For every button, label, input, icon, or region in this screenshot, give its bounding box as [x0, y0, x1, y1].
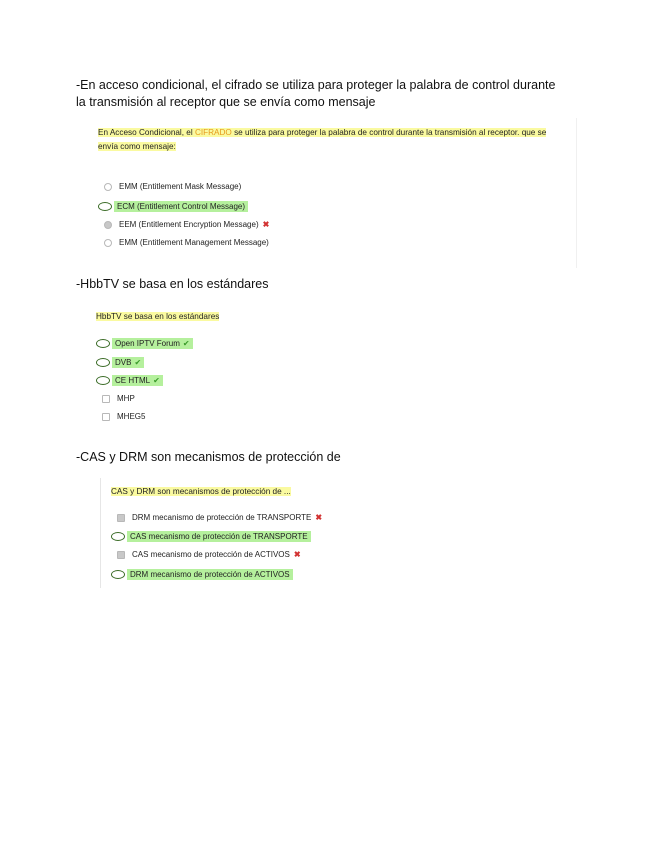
question-2-text — [96, 310, 219, 324]
option-label: EMM (Entitlement Management Message) — [119, 238, 269, 247]
question-1-keyword: CIFRADO — [194, 128, 232, 137]
option-label: EMM (Entitlement Mask Message) — [119, 182, 242, 191]
hand-drawn-circle-icon — [98, 202, 112, 211]
question-1-text — [98, 126, 568, 154]
hand-drawn-circle-icon — [111, 532, 125, 541]
heading-question-2: -HbbTV se basa en los estándares — [76, 277, 269, 291]
option-label: DRM mecanismo de protección de TRANSPORTE — [132, 513, 312, 522]
option-label: MHEG5 — [117, 412, 146, 421]
heading-question-3: -CAS y DRM son mecanismos de protección de — [76, 450, 341, 464]
option-label — [112, 338, 193, 349]
question-3-option-3[interactable] — [117, 550, 301, 559]
heading-question-1: -En acceso condicional, el cifrado se utiliza para proteger la palabra de control durante la transmisión al receptor que se envía como mensaje — [76, 78, 556, 109]
radio-button-icon[interactable] — [104, 183, 112, 191]
cross-icon: ✖ — [293, 550, 301, 559]
cross-icon: ✖ — [262, 220, 270, 229]
question-2-text-highlight: HbbTV se basa en los estándares — [96, 312, 220, 321]
cross-icon: ✖ — [315, 513, 323, 522]
option-label: DRM mecanismo de protección de ACTIVOS — [127, 569, 293, 580]
radio-button-icon[interactable] — [104, 239, 112, 247]
hand-drawn-circle-icon — [111, 570, 125, 579]
hand-drawn-circle-icon — [96, 358, 110, 367]
question-1-text-start: En Acceso Condicional, el — [98, 128, 195, 137]
hand-drawn-circle-icon — [96, 376, 110, 385]
screenshot-question-1 — [90, 118, 577, 268]
option-label — [112, 357, 144, 368]
question-3-option-2[interactable] — [117, 531, 311, 542]
question-2-option-1[interactable] — [102, 338, 193, 349]
question-3-text — [111, 485, 291, 499]
question-1-text-end: se utiliza para proteger la palabra de control durante la transmisión al receptor. que se envía como mensaje: — [98, 128, 547, 151]
checkbox-icon[interactable] — [117, 514, 125, 522]
screenshot-question-3 — [100, 478, 331, 588]
question-3-text-highlight: CAS y DRM son mecanismos de protección de ... — [111, 487, 291, 496]
radio-button-icon[interactable] — [104, 221, 112, 229]
question-1-option-3[interactable] — [104, 220, 269, 229]
question-2-option-5[interactable] — [102, 412, 145, 421]
option-text: DVB — [115, 358, 132, 367]
screenshot-question-2 — [90, 302, 250, 432]
option-label: ECM (Entitlement Control Message) — [114, 201, 248, 212]
question-2-option-4[interactable] — [102, 394, 135, 403]
checkbox-icon[interactable] — [117, 551, 125, 559]
option-text: CE HTML — [115, 376, 151, 385]
option-label: MHP — [117, 394, 135, 403]
option-label — [112, 375, 163, 386]
check-icon: ✔ — [134, 358, 142, 367]
checkbox-icon[interactable] — [102, 395, 110, 403]
question-2-option-3[interactable] — [102, 375, 163, 386]
check-icon: ✔ — [182, 339, 190, 348]
option-text: Open IPTV Forum — [115, 339, 180, 348]
checkbox-icon[interactable] — [102, 413, 110, 421]
check-icon: ✔ — [153, 376, 160, 385]
question-3-option-4[interactable] — [117, 569, 293, 580]
option-label: CAS mecanismo de protección de TRANSPORTE — [127, 531, 311, 542]
option-label: EEM (Entitlement Encryption Message) — [119, 220, 259, 229]
question-1-option-4[interactable] — [104, 238, 269, 247]
hand-drawn-circle-icon — [96, 339, 110, 348]
question-1-option-2[interactable] — [104, 201, 248, 212]
option-label: CAS mecanismo de protección de ACTIVOS — [132, 550, 290, 559]
question-3-option-1[interactable] — [117, 513, 322, 522]
question-2-option-2[interactable] — [102, 357, 144, 368]
question-1-option-1[interactable] — [104, 182, 241, 191]
